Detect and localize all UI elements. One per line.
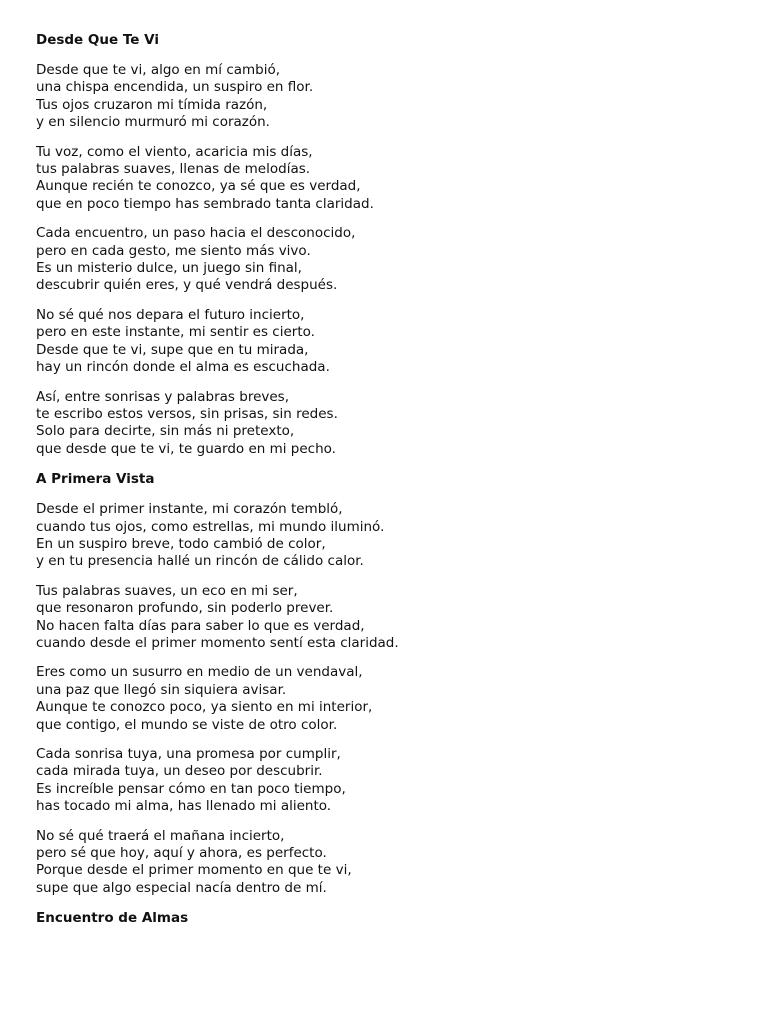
verse-line: Es increíble pensar cómo en tan poco tiempo, <box>36 780 346 797</box>
poem <box>36 909 736 928</box>
verse-line: pero sé que hoy, aquí y ahora, es perfecto. <box>36 845 327 862</box>
verse-line: que en poco tiempo has sembrado tanta claridad. <box>36 195 374 212</box>
verse-line: hay un rincón donde el alma es escuchada. <box>36 359 330 376</box>
verse-line: te escribo estos versos, sin prisas, sin redes. <box>36 405 338 422</box>
verse-line: y en silencio murmuró mi corazón. <box>36 114 270 131</box>
stanza <box>36 225 736 295</box>
stanza <box>36 389 736 459</box>
verse-line: pero en cada gesto, me siento más vivo. <box>36 242 311 259</box>
verse-line: supe que algo especial nacía dentro de mí. <box>36 879 327 896</box>
verse-line: Desde que te vi, algo en mí cambió, <box>36 62 281 78</box>
verse-line: Tus ojos cruzaron mi tímida razón, <box>36 96 268 113</box>
verse-line: Aunque recién te conozco, ya sé que es verdad, <box>36 178 361 195</box>
verse-line: Desde que te vi, supe que en tu mirada, <box>36 341 309 358</box>
verse-line: No sé qué traerá el mañana incierto, <box>36 827 285 844</box>
stanza <box>36 828 736 898</box>
verse-line: que resonaron profundo, sin poderlo prever. <box>36 600 334 617</box>
verse-line: Porque desde el primer momento en que te vi, <box>36 862 352 879</box>
verse-line: que desde que te vi, te guardo en mi pecho. <box>36 440 336 457</box>
verse-line: una chispa encendida, un suspiro en flor. <box>36 79 314 96</box>
poem-title: Desde Que Te Vi <box>36 32 159 48</box>
verse-line: No hacen falta días para saber lo que es verdad, <box>36 617 365 634</box>
verse-line: En un suspiro breve, todo cambió de color, <box>36 535 326 552</box>
poem-title: Encuentro de Almas <box>36 910 189 927</box>
stanza <box>36 746 736 816</box>
stanza <box>36 307 736 377</box>
verse-line: descubrir quién eres, y qué vendrá después. <box>36 277 338 294</box>
verse-line: una paz que llegó sin siquiera avisar. <box>36 681 287 698</box>
stanza <box>36 62 736 132</box>
verse-line: Así, entre sonrisas y palabras breves, <box>36 388 289 405</box>
verse-line: Eres como un susurro en medio de un vendaval, <box>36 664 363 681</box>
verse-line: Tu voz, como el viento, acaricia mis días, <box>36 143 313 160</box>
stanza <box>36 664 736 734</box>
verse-line: Es un misterio dulce, un juego sin final, <box>36 260 302 277</box>
verse-line: No sé qué nos depara el futuro incierto, <box>36 306 305 323</box>
poem <box>36 31 736 458</box>
document-page <box>36 31 736 940</box>
verse-line: Cada encuentro, un paso hacia el desconocido, <box>36 225 356 242</box>
verse-line: cuando tus ojos, como estrellas, mi mundo iluminó. <box>36 518 385 535</box>
verse-line: y en tu presencia hallé un rincón de cálido calor. <box>36 553 364 570</box>
stanza <box>36 501 736 571</box>
poem-title: A Primera Vista <box>36 471 155 488</box>
verse-line: cada mirada tuya, un deseo por descubrir. <box>36 763 323 780</box>
verse-line: Tus palabras suaves, un eco en mi ser, <box>36 582 298 599</box>
stanza <box>36 144 736 214</box>
verse-line: que contigo, el mundo se viste de otro color. <box>36 716 338 733</box>
verse-line: Solo para decirte, sin más ni pretexto, <box>36 423 295 440</box>
poem-list <box>36 31 736 928</box>
verse-line: has tocado mi alma, has llenado mi aliento. <box>36 798 332 815</box>
verse-line: pero en este instante, mi sentir es cierto. <box>36 324 315 341</box>
verse-line: tus palabras suaves, llenas de melodías. <box>36 161 311 178</box>
verse-line: Cada sonrisa tuya, una promesa por cumplir, <box>36 746 341 762</box>
poem <box>36 470 736 897</box>
verse-line: cuando desde el primer momento sentí esta claridad. <box>36 634 399 651</box>
verse-line: Aunque te conozco poco, ya siento en mi interior, <box>36 699 373 716</box>
stanza <box>36 583 736 653</box>
verse-line: Desde el primer instante, mi corazón tembló, <box>36 501 343 518</box>
